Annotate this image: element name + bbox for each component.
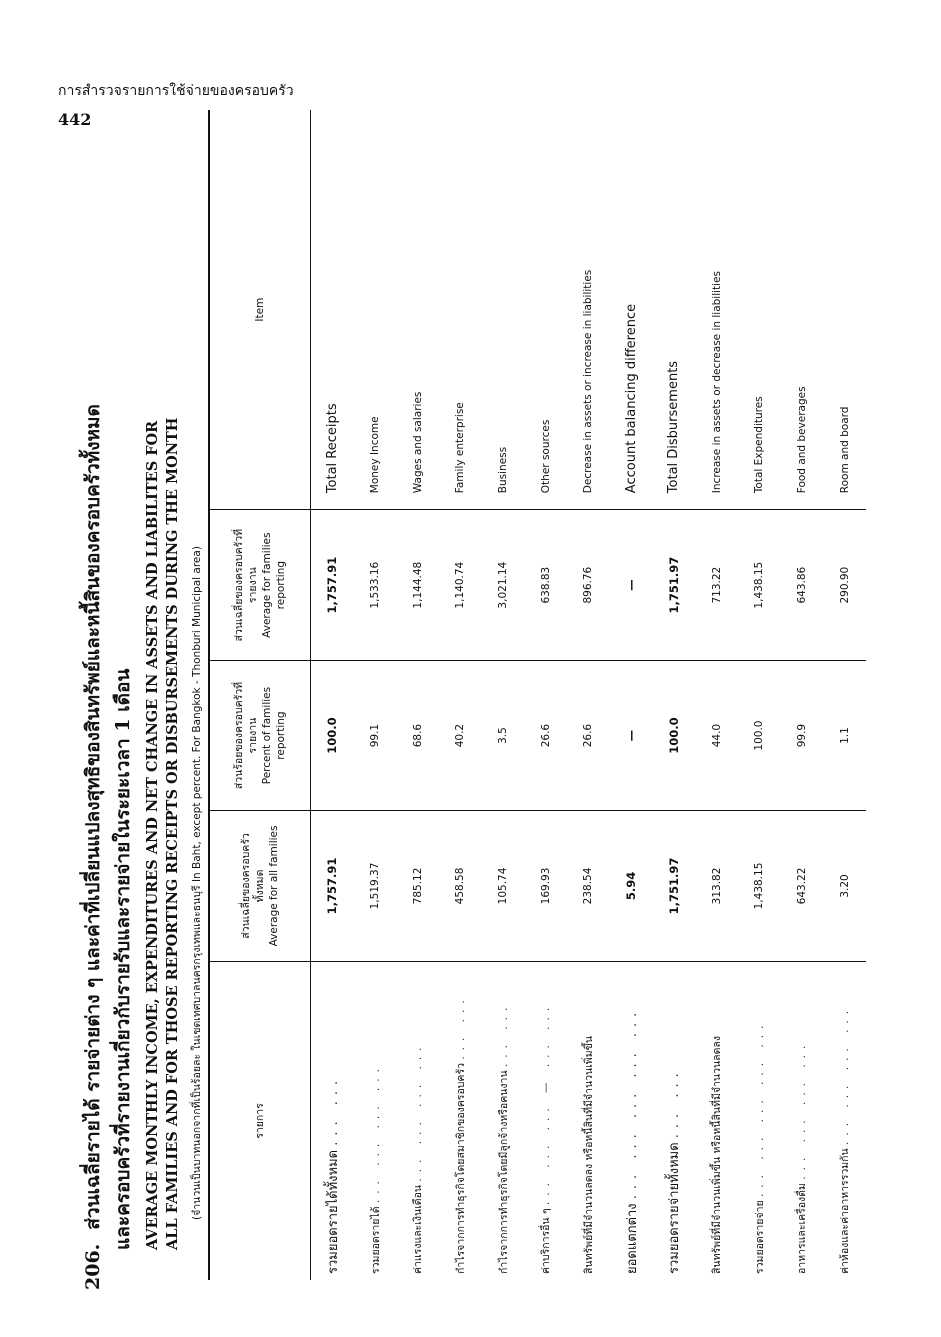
row-item-en: Total Receipts bbox=[324, 403, 340, 494]
row-percent: 3.5 bbox=[482, 661, 525, 811]
row-percent: 100.0 bbox=[653, 661, 696, 811]
row-item-thai bbox=[482, 961, 525, 1280]
row-item-thai bbox=[567, 961, 610, 1280]
running-header: การสำรวจรายการใช้จ่ายของครอบครัว bbox=[58, 83, 294, 99]
row-item-en: Increase in assets or decrease in liabilities bbox=[710, 270, 723, 494]
row-percent: 26.6 bbox=[524, 661, 567, 811]
col-pct-thai: ส่วนร้อยของครอบครัวที่รายงาน bbox=[232, 681, 259, 790]
row-avg-all: 643.22 bbox=[781, 810, 824, 961]
table-number: 206. bbox=[82, 1243, 104, 1290]
leader-dots: ... ... ... ... bbox=[839, 1004, 852, 1145]
page-number: 442 bbox=[58, 110, 92, 129]
row-item-thai bbox=[610, 961, 653, 1280]
row-item-thai bbox=[524, 961, 567, 1280]
row-percent: 44.0 bbox=[695, 661, 738, 811]
row-item-thai-label: กำไรจากการทำธุรกิจโดยสมาชิกของครอบครัว bbox=[454, 1063, 467, 1274]
row-percent: 100.0 bbox=[738, 661, 781, 811]
row-avg-reporting: 290.90 bbox=[823, 510, 866, 661]
table-row bbox=[567, 110, 610, 1280]
row-percent: — bbox=[610, 661, 653, 811]
row-item-thai bbox=[823, 961, 866, 1280]
row-avg-reporting: 638.83 bbox=[524, 510, 567, 661]
row-item-en: Money Income bbox=[369, 416, 382, 494]
row-item-en: Room and board bbox=[838, 406, 851, 494]
table-row bbox=[738, 110, 781, 1280]
row-item-en: Wages and salaries bbox=[411, 391, 424, 494]
row-percent: 100.0 bbox=[311, 661, 354, 811]
table-row bbox=[695, 110, 738, 1280]
row-percent: 99.9 bbox=[781, 661, 824, 811]
row-avg-all: 5.94 bbox=[610, 810, 653, 961]
row-item-thai-label: ค่าแรงและเงินเดือน bbox=[412, 1184, 425, 1274]
row-item-en: Food and beverages bbox=[795, 386, 808, 494]
table-row bbox=[354, 110, 397, 1280]
row-item-thai-label: ค่าห้องและค่าอาหารรวมกัน bbox=[839, 1148, 852, 1274]
row-avg-reporting: 1,751.97 bbox=[653, 510, 696, 661]
units-note: (จำนวนเป็นบาทนอกจากที่เป็นร้อยละ ในเขตเทศบาลนครกรุงเทพและธนบุรี In Baht, except percent. For Bangkok - Thonburi Municipal area) bbox=[191, 546, 203, 1220]
row-percent: 68.6 bbox=[396, 661, 439, 811]
leader-dots: ... ... bbox=[454, 994, 467, 1060]
row-item-thai bbox=[396, 961, 439, 1280]
col-avg-rep-en: Average for families reporting bbox=[261, 532, 288, 638]
row-avg-all: 1,751.97 bbox=[653, 810, 696, 961]
col-header-percent bbox=[209, 661, 311, 811]
row-avg-reporting: — bbox=[610, 510, 653, 661]
row-item-en: Family enterprise bbox=[454, 402, 467, 494]
table-row bbox=[482, 110, 525, 1280]
row-percent: 1.1 bbox=[823, 661, 866, 811]
row-avg-all: 313.82 bbox=[695, 810, 738, 961]
leader-dots: ... ... ... ... bbox=[369, 1063, 382, 1204]
leader-dots: ... ... bbox=[325, 1074, 341, 1146]
row-avg-all: 3.20 bbox=[823, 810, 866, 961]
row-item-thai-label: รวมยอดรายได้ bbox=[369, 1206, 382, 1274]
col-header-item-en: Item bbox=[253, 297, 266, 322]
col-avg-all-thai: ส่วนเฉลี่ยของครอบครัวทั้งหมด bbox=[239, 833, 266, 939]
leader-dots: ... ... ... — ... ... bbox=[540, 1001, 553, 1206]
col-header-avg-reporting bbox=[209, 510, 311, 661]
row-avg-reporting: 1,533.16 bbox=[354, 510, 397, 661]
row-percent: 26.6 bbox=[567, 661, 610, 811]
row-item-en: Decrease in assets or increase in liabilities bbox=[582, 269, 595, 494]
leader-dots: ... ... ... ... ... bbox=[624, 1006, 640, 1200]
row-item-thai-label: รวมยอดรายได้ทั้งหมด bbox=[325, 1149, 341, 1274]
leader-dots: ... ... bbox=[497, 1001, 510, 1068]
row-avg-reporting: 1,757.91 bbox=[311, 510, 354, 661]
row-avg-all: 238.54 bbox=[567, 810, 610, 961]
row-item-thai-label: สินทรัพย์ที่มีจำนวนลดลง หรือหนี้สินที่มีจำนวนเพิ่มขึ้น bbox=[582, 1036, 595, 1274]
rotated-table-page bbox=[78, 60, 928, 1290]
col-header-avg-all bbox=[209, 810, 311, 961]
row-item-thai bbox=[354, 961, 397, 1280]
leader-dots: ... ... ... ... bbox=[796, 1039, 809, 1180]
row-item-thai-label: ค่าบริการอื่น ๆ bbox=[540, 1208, 553, 1274]
row-item-thai-label: อาหารและเครื่องดื่ม bbox=[796, 1183, 809, 1274]
col-avg-rep-thai: ส่วนเฉลี่ยของครอบครัวที่รายงาน bbox=[232, 528, 259, 642]
table-row bbox=[781, 110, 824, 1280]
row-avg-reporting: 3,021.14 bbox=[482, 510, 525, 661]
row-avg-all: 1,438.15 bbox=[738, 810, 781, 961]
row-item-thai bbox=[781, 961, 824, 1280]
row-avg-reporting: 713.22 bbox=[695, 510, 738, 661]
col-pct-en: Percent of families reporting bbox=[261, 686, 288, 785]
row-avg-all: 785.12 bbox=[396, 810, 439, 961]
row-avg-reporting: 1,140.74 bbox=[439, 510, 482, 661]
row-avg-reporting: 1,438.15 bbox=[738, 510, 781, 661]
table-body bbox=[311, 110, 866, 1280]
col-avg-all-en: Average for all families bbox=[268, 825, 281, 947]
row-avg-reporting: 1,144.48 bbox=[396, 510, 439, 661]
row-item-thai bbox=[695, 961, 738, 1280]
leader-dots: ... ... ... ... bbox=[412, 1041, 425, 1182]
row-percent: 40.2 bbox=[439, 661, 482, 811]
row-item-thai-label: ยอดแตกต่าง bbox=[624, 1203, 640, 1274]
row-item-thai bbox=[439, 961, 482, 1280]
table-row bbox=[823, 110, 866, 1280]
row-item-thai-label: กำไรจากการทำธุรกิจโดยมีลูกจ้างหรือคนงาน bbox=[497, 1070, 510, 1274]
row-avg-reporting: 896.76 bbox=[567, 510, 610, 661]
title-english-2: ALL FAMILIES AND FOR THOSE REPORTING RECEIPTS OR DISBURSEMENTS DURING THE MONTH bbox=[164, 417, 181, 1250]
leader-dots: ... ... bbox=[667, 1067, 683, 1139]
row-avg-all: 169.93 bbox=[524, 810, 567, 961]
table-row bbox=[311, 110, 354, 1280]
title-thai-1: ส่วนเฉลี่ยรายได้ รายจ่ายต่าง ๆ และค่าที่เปลี่ยนแปลงสุทธิของสินทรัพย์และหนี้สินของครอบครัวทั้งหมด bbox=[82, 404, 104, 1230]
data-table bbox=[208, 110, 866, 1280]
row-avg-all: 458.58 bbox=[439, 810, 482, 961]
table-row bbox=[653, 110, 696, 1280]
leader-dots: ... ... ... ... ... bbox=[753, 1019, 766, 1198]
table-row bbox=[524, 110, 567, 1280]
table-title-thai-line1 bbox=[78, 404, 108, 1290]
row-item-thai bbox=[738, 961, 781, 1280]
table-row bbox=[439, 110, 482, 1280]
row-item-thai bbox=[311, 961, 354, 1280]
row-item-en: Total Disbursements bbox=[666, 360, 682, 494]
table-row bbox=[396, 110, 439, 1280]
row-avg-all: 1,519.37 bbox=[354, 810, 397, 961]
col-header-item-thai: รายการ bbox=[209, 961, 311, 1280]
row-item-thai bbox=[653, 961, 696, 1280]
row-item-en: Other sources bbox=[539, 419, 552, 494]
row-avg-all: 105.74 bbox=[482, 810, 525, 961]
row-avg-reporting: 643.86 bbox=[781, 510, 824, 661]
row-avg-all: 1,757.91 bbox=[311, 810, 354, 961]
header-row bbox=[209, 110, 311, 1280]
row-item-en: Business bbox=[497, 446, 510, 494]
row-item-thai-label: รวมยอดรายจ่าย bbox=[753, 1200, 766, 1274]
row-item-en: Total Expenditures bbox=[753, 396, 766, 494]
row-item-en: Account balancing difference bbox=[623, 303, 639, 494]
table-row bbox=[610, 110, 653, 1280]
title-thai-2: และครอบครัวที่รายงานเกี่ยวกับรายรับและรายจ่ายในระยะเวลา 1 เดือน bbox=[112, 668, 134, 1250]
title-english-1: AVERAGE MONTHLY INCOME, EXPENDITURES AND NET CHANGE IN ASSETS AND LIABILITES FOR bbox=[144, 420, 161, 1250]
row-item-thai-label: สินทรัพย์ที่มีจำนวนเพิ่มขึ้น หรือหนี้สินที่มีจำนวนลดลง bbox=[711, 1036, 724, 1274]
row-item-thai-label: รวมยอดรายจ่ายทั้งหมด bbox=[667, 1142, 683, 1274]
row-percent: 99.1 bbox=[354, 661, 397, 811]
